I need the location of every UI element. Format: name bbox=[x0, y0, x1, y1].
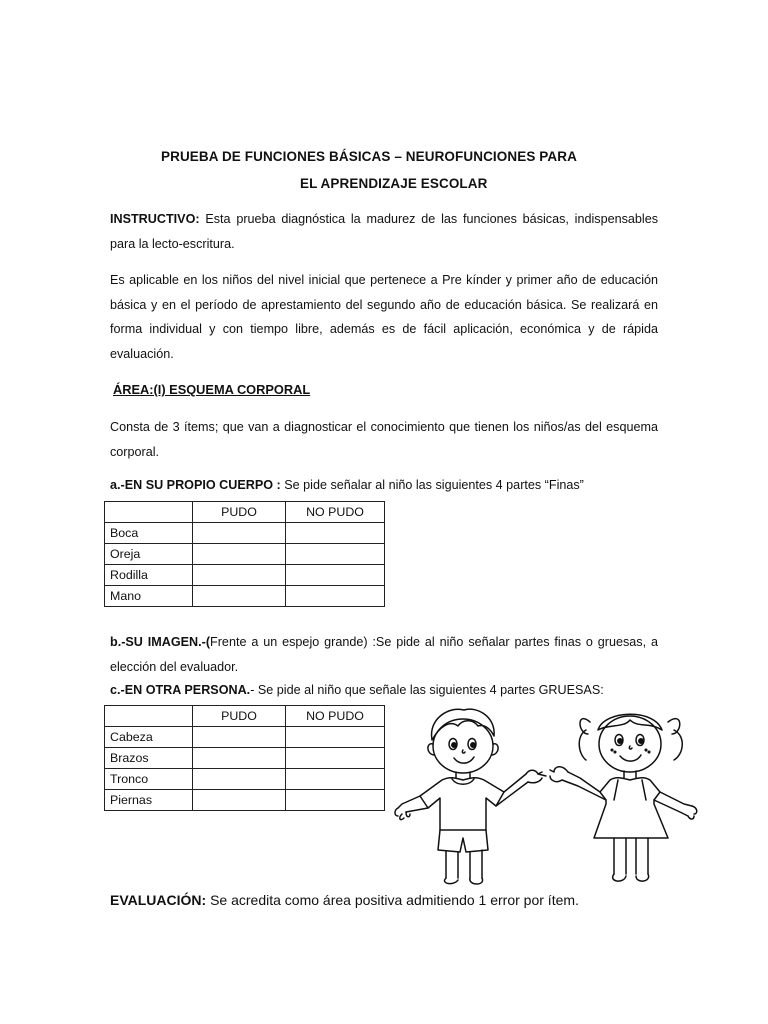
table-row bbox=[105, 790, 385, 811]
boy-figure bbox=[395, 709, 546, 884]
title-line-2: EL APRENDIZAJE ESCOLAR bbox=[300, 176, 488, 191]
evaluation-line bbox=[110, 892, 579, 908]
row-label: Brazos bbox=[105, 748, 193, 769]
evaluation-text: Se acredita como área positiva admitiendo 1 error por ítem. bbox=[206, 892, 579, 908]
instructivo-label: INSTRUCTIVO: bbox=[110, 212, 200, 226]
cell-no-pudo[interactable] bbox=[286, 586, 385, 607]
table-row bbox=[105, 523, 385, 544]
row-label: Mano bbox=[105, 586, 193, 607]
instructivo-paragraph bbox=[110, 207, 658, 256]
row-label: Boca bbox=[105, 523, 193, 544]
table-fine-parts bbox=[104, 501, 385, 607]
table-row bbox=[105, 586, 385, 607]
item-a-line bbox=[110, 478, 584, 492]
table-row bbox=[105, 769, 385, 790]
header-cell-pudo: PUDO bbox=[193, 502, 286, 523]
cell-pudo[interactable] bbox=[193, 544, 286, 565]
table-row bbox=[105, 565, 385, 586]
cell-pudo[interactable] bbox=[193, 769, 286, 790]
instructivo-text: Esta prueba diagnóstica la madurez de las funciones básicas, indispensables para la lecto-escritura. bbox=[110, 212, 658, 251]
table-row bbox=[105, 727, 385, 748]
cell-pudo[interactable] bbox=[193, 523, 286, 544]
row-label: Cabeza bbox=[105, 727, 193, 748]
table-header-row bbox=[105, 502, 385, 523]
item-c-label: c.-EN OTRA PERSONA. bbox=[110, 683, 251, 697]
cell-pudo[interactable] bbox=[193, 790, 286, 811]
cell-pudo[interactable] bbox=[193, 727, 286, 748]
header-cell-pudo: PUDO bbox=[193, 706, 286, 727]
table-row bbox=[105, 748, 385, 769]
girl-figure bbox=[550, 714, 697, 881]
cell-no-pudo[interactable] bbox=[286, 565, 385, 586]
item-b-label: b.-SU IMAGEN.-( bbox=[110, 635, 211, 649]
row-label: Tronco bbox=[105, 769, 193, 790]
cell-no-pudo[interactable] bbox=[286, 523, 385, 544]
item-b-paragraph bbox=[110, 630, 658, 679]
item-c-text: - Se pide al niño que señale las siguientes 4 partes GRUESAS: bbox=[250, 683, 604, 697]
applicability-paragraph: Es aplicable en los niños del nivel inicial que pertenece a Pre kínder y primer año de educación básica y en el período de aprestamiento del segundo año de educación básica. Se realizará en forma individual y con tiempo libre, además es de fácil aplicación, económica y de rápida evaluación. bbox=[110, 273, 658, 361]
header-cell-no-pudo: NO PUDO bbox=[286, 706, 385, 727]
item-a-label: a.-EN SU PROPIO CUERPO : bbox=[110, 478, 281, 492]
cell-no-pudo[interactable] bbox=[286, 790, 385, 811]
area-heading: ÁREA:(I) ESQUEMA CORPORAL bbox=[113, 382, 311, 397]
title-line-1: PRUEBA DE FUNCIONES BÁSICAS – NEUROFUNCIONES PARA bbox=[161, 149, 577, 164]
table-row bbox=[105, 544, 385, 565]
cell-pudo[interactable] bbox=[193, 586, 286, 607]
item-c-line bbox=[110, 683, 604, 697]
header-cell-blank bbox=[105, 706, 193, 727]
area-intro-paragraph: Consta de 3 ítems; que van a diagnosticar el conocimiento que tienen los niños/as del esquema corporal. bbox=[110, 420, 658, 459]
table-gross-parts bbox=[104, 705, 385, 811]
cell-no-pudo[interactable] bbox=[286, 769, 385, 790]
header-cell-no-pudo: NO PUDO bbox=[286, 502, 385, 523]
children-illustration bbox=[392, 700, 712, 890]
header-cell-blank bbox=[105, 502, 193, 523]
row-label: Rodilla bbox=[105, 565, 193, 586]
row-label: Oreja bbox=[105, 544, 193, 565]
cell-no-pudo[interactable] bbox=[286, 748, 385, 769]
evaluation-label: EVALUACIÓN: bbox=[110, 892, 207, 908]
cell-pudo[interactable] bbox=[193, 748, 286, 769]
cell-no-pudo[interactable] bbox=[286, 727, 385, 748]
table-header-row bbox=[105, 706, 385, 727]
cell-pudo[interactable] bbox=[193, 565, 286, 586]
item-b-text: Frente a un espejo grande) :Se pide al niño señalar partes finas o gruesas, a elección del evaluador. bbox=[110, 635, 658, 674]
row-label: Piernas bbox=[105, 790, 193, 811]
item-a-text: Se pide señalar al niño las siguientes 4 partes “Finas” bbox=[280, 478, 584, 492]
cell-no-pudo[interactable] bbox=[286, 544, 385, 565]
